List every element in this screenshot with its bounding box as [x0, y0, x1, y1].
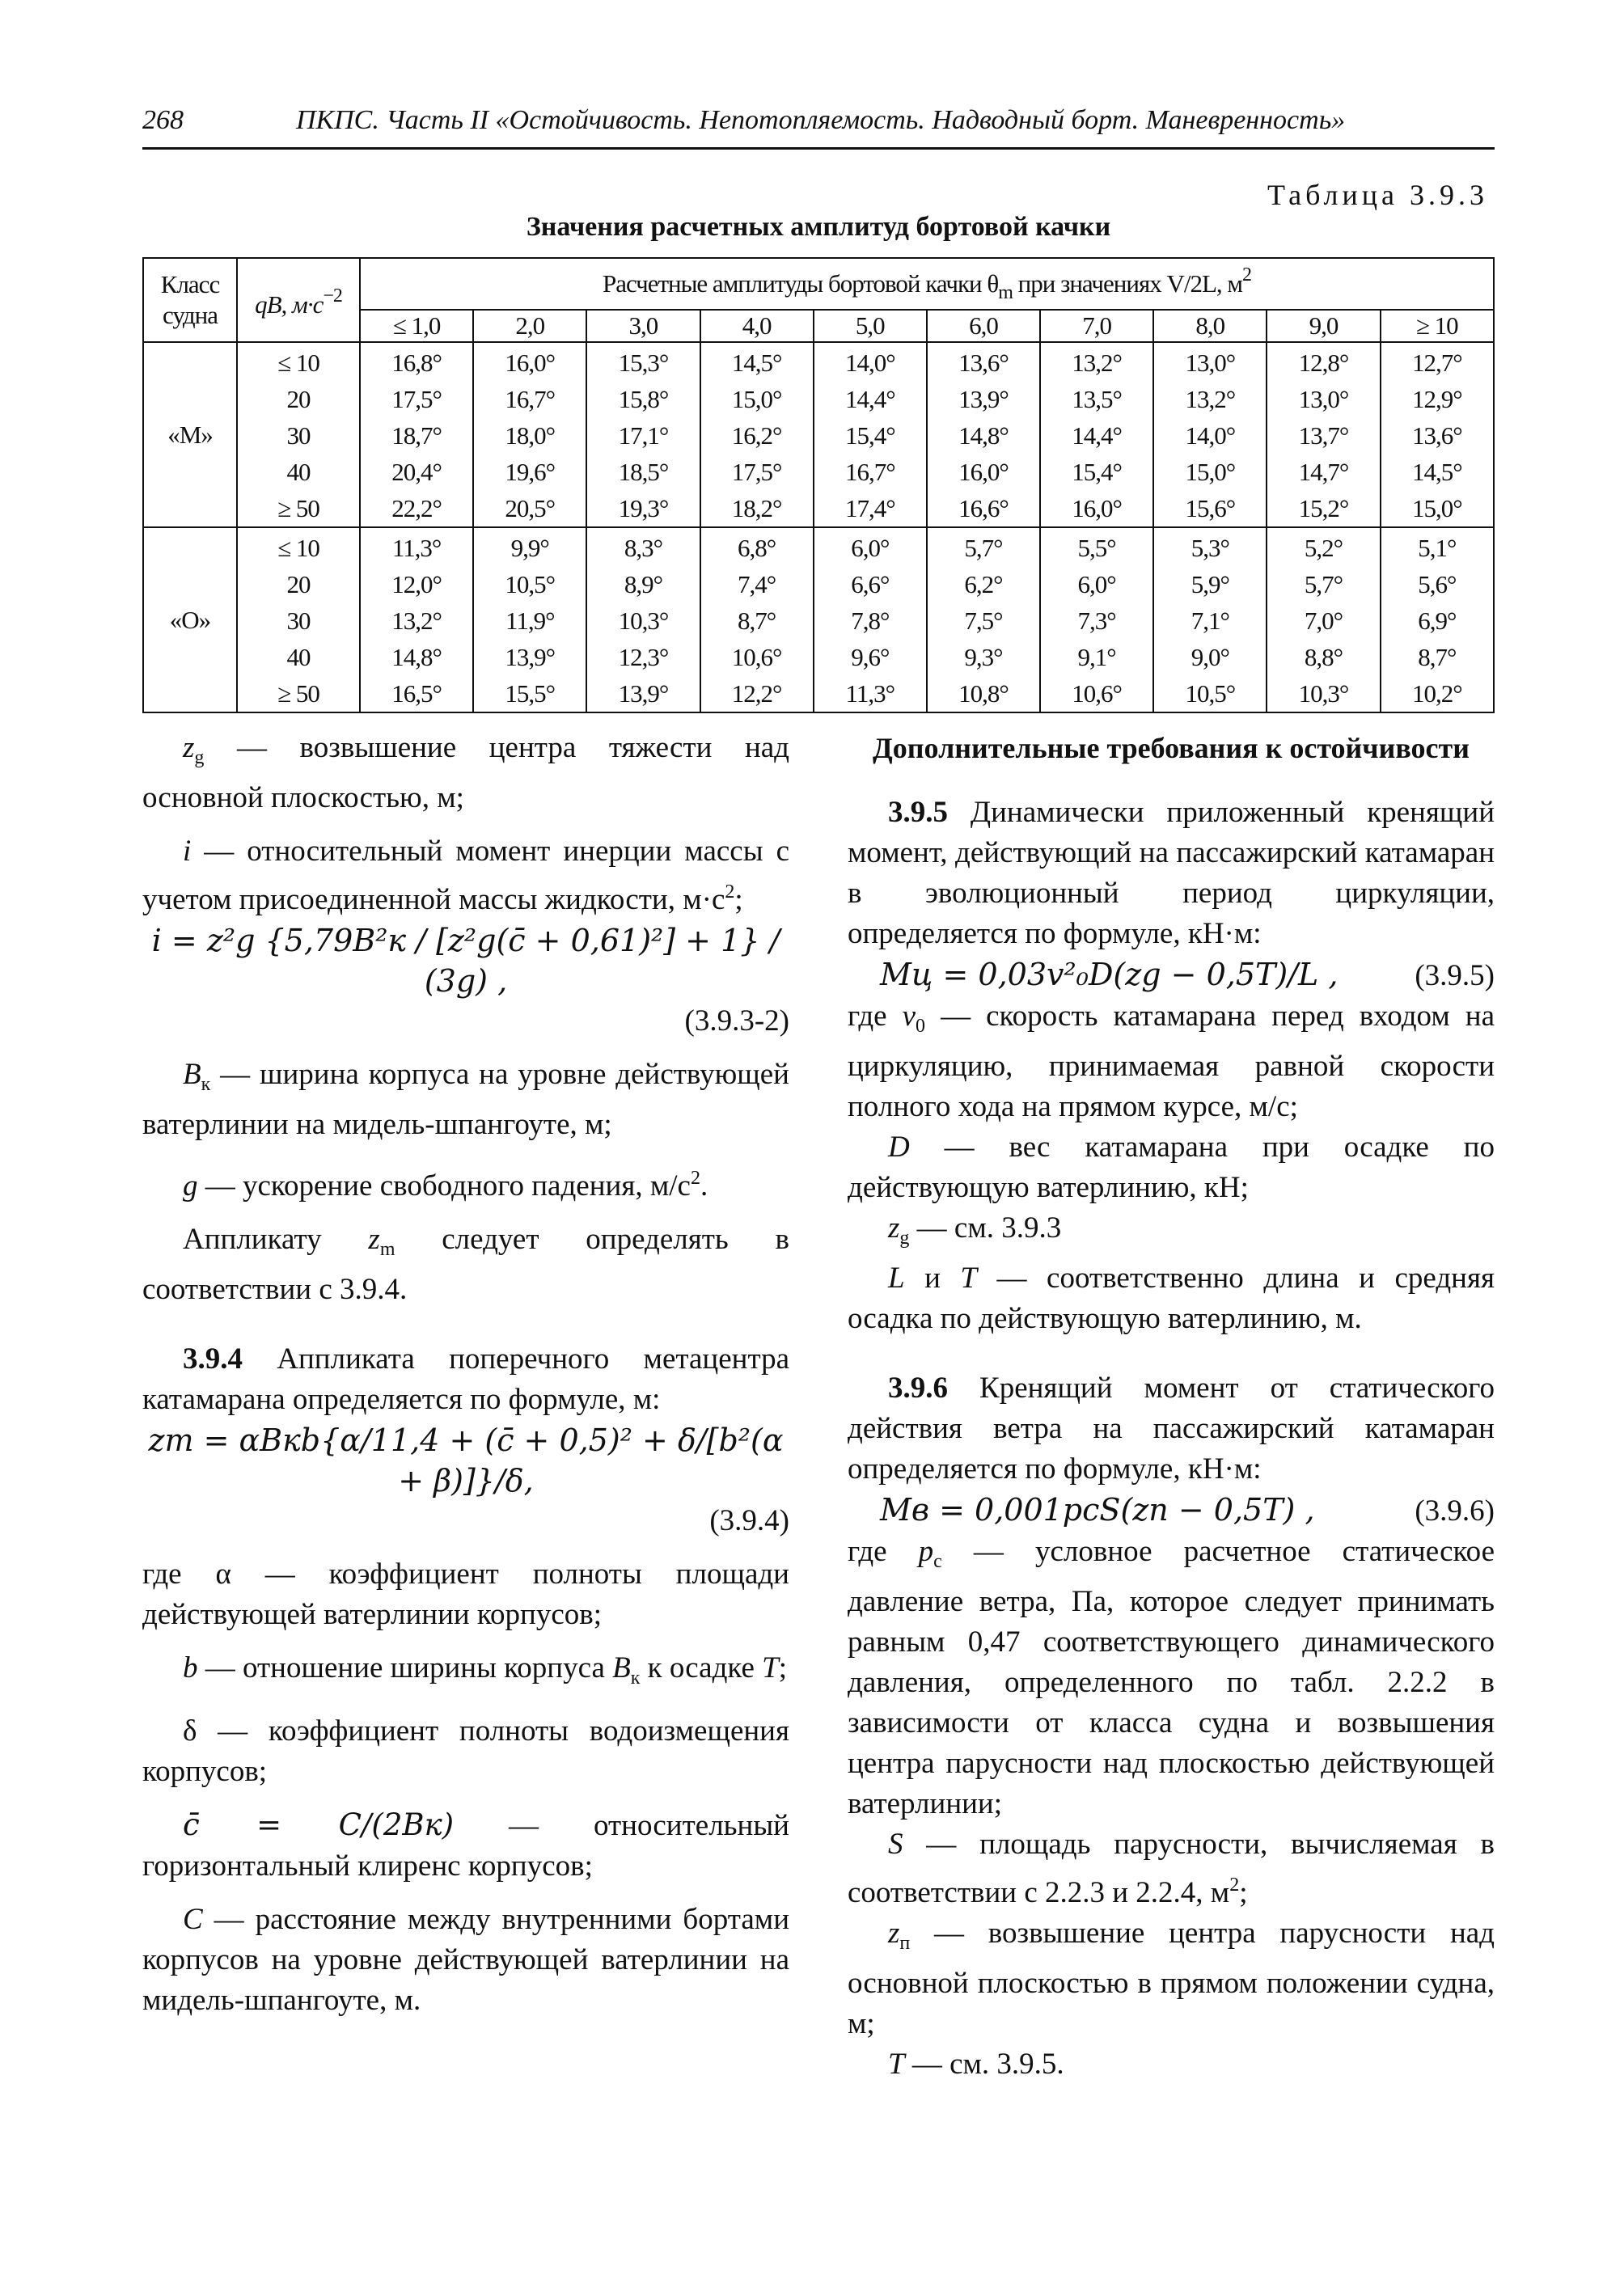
value: 9,9° [510, 534, 549, 562]
value: 11,9° [505, 607, 555, 635]
sym-sub: m [379, 1239, 395, 1260]
sym-sub: 0 [916, 1016, 926, 1037]
value: 19,3° [618, 494, 669, 522]
header-group-text: Расчетные амплитуды бортовой качки θ [602, 269, 999, 298]
formula-number: (3.9.3-2) [684, 1004, 789, 1038]
value-col [1381, 342, 1494, 527]
qb-value: ≤ 10 [277, 349, 319, 377]
col-header: 9,0 [1267, 310, 1380, 342]
qb-value: ≤ 10 [277, 534, 319, 562]
def-end: . [700, 1169, 708, 1203]
def-c [142, 1900, 789, 2021]
formula-row-3-9-6 [848, 1490, 1495, 1532]
value: 13,0° [1298, 385, 1349, 413]
value-col [473, 342, 586, 527]
value: 7,8° [851, 607, 890, 635]
formula-number: (3.9.6) [1415, 1494, 1495, 1528]
value: 10,5° [1185, 679, 1236, 708]
sym: L [888, 1262, 905, 1295]
page-number: 268 [142, 105, 184, 135]
qb-value: ≥ 50 [277, 494, 319, 522]
def-text: — условное расчетное статическое давление ветра, Па, которое следует принимать равным 0,47 соответствующего динамического давления, определенного по табл. 2.2.2 в зависимости от класса судна и возвышения центра парусности над плоскостью действующей ватерлинии; [848, 1535, 1495, 1820]
value: 16,2° [731, 421, 782, 450]
header-group-tail: при значениях V/2L, м [1012, 269, 1243, 298]
sym: z [368, 1223, 380, 1256]
formula-3-9-3-2: i = z²g {5,79B²к / [z²g(c̄ + 0,61)²] + 1} / (3g) , [151, 923, 780, 999]
value: 10,5° [505, 570, 556, 598]
header-qb-sup: −2 [323, 285, 342, 306]
def-text: и [904, 1262, 961, 1295]
def-text: — соответственно длина и средняя осадка по действующую ватерлинию, м. [848, 1262, 1495, 1335]
value: 18,0° [505, 421, 556, 450]
col-header: 2,0 [473, 310, 586, 342]
value: 17,5° [731, 458, 782, 486]
value: 7,4° [738, 570, 776, 598]
value: 13,7° [1298, 421, 1349, 450]
def-text: — отношение ширины корпуса [197, 1651, 613, 1684]
col-header: 3,0 [586, 310, 700, 342]
value: 10,8° [958, 679, 1009, 708]
class-cell: «О» [143, 527, 237, 712]
sym: z [183, 731, 195, 764]
def-v0 [848, 996, 1495, 1127]
value: 10,3° [1298, 679, 1349, 708]
qb-value: ≥ 50 [277, 679, 319, 708]
def-text: — см. 3.9.3 [909, 1211, 1062, 1245]
def-text: — расстояние между внутренними бортами корпусов на уровне действующей ватерлинии на мидель-шпангоуте, м. [142, 1903, 789, 2017]
header-group-sub: m [998, 282, 1013, 303]
value: 14,4° [844, 385, 895, 413]
value: 5,5° [1077, 534, 1116, 562]
value: 14,4° [1072, 421, 1122, 450]
amplitude-table [142, 257, 1495, 713]
value: 16,7° [505, 385, 556, 413]
value: 16,0° [505, 349, 556, 377]
value-col [1267, 527, 1380, 712]
value: 12,0° [391, 570, 442, 598]
value: 5,7° [1304, 570, 1343, 598]
formula-3-9-5: Mц = 0,03v²₀D(zg − 0,5T)/L , [880, 957, 1339, 992]
col-header: 4,0 [700, 310, 814, 342]
value: 15,8° [618, 385, 669, 413]
value: 14,8° [958, 421, 1009, 450]
value-col [814, 527, 927, 712]
value: 13,2° [1072, 349, 1122, 377]
value: 15,3° [618, 349, 669, 377]
value: 15,4° [1072, 458, 1122, 486]
value: 13,6° [1411, 421, 1462, 450]
def-cbar [142, 1805, 789, 1887]
value: 5,9° [1191, 570, 1229, 598]
value: 11,3° [845, 679, 895, 708]
value: 5,3° [1191, 534, 1229, 562]
value: 5,1° [1418, 534, 1457, 562]
def-d [848, 1127, 1495, 1208]
value: 7,0° [1304, 607, 1343, 635]
def-lt [848, 1258, 1495, 1339]
header-group [360, 258, 1494, 310]
value: 13,9° [618, 679, 669, 708]
def-pc [848, 1532, 1495, 1824]
sym: g [183, 1169, 198, 1203]
sym-sub: g [899, 1228, 910, 1249]
def-text: — возвышение центра парусности над основной плоскостью в прямом положении судна, м; [848, 1917, 1495, 2040]
value-col [927, 527, 1040, 712]
value-col [700, 342, 814, 527]
value: 15,0° [731, 385, 782, 413]
def-text: где [848, 1000, 903, 1033]
def-t [848, 2044, 1495, 2085]
qb-cell [237, 342, 360, 527]
value-col [586, 527, 700, 712]
value: 15,0° [1411, 494, 1462, 522]
value: 16,0° [1072, 494, 1122, 522]
sym: B [183, 1058, 201, 1091]
value: 14,8° [391, 643, 442, 671]
def-text: — относительный момент инерции массы с учетом присоединенной массы жидкости, м·с [142, 835, 789, 916]
value: 13,2° [391, 607, 442, 635]
section-text: Кренящий момент от статического действия ветра на пассажирский катамаран определяется по формуле, кН·м: [848, 1372, 1495, 1486]
value: 5,2° [1304, 534, 1343, 562]
sym-sup: 2 [690, 1168, 700, 1189]
sym: S [888, 1828, 903, 1861]
def-zp [848, 1913, 1495, 2044]
value: 16,0° [958, 458, 1009, 486]
value: 14,0° [844, 349, 895, 377]
value: 18,5° [618, 458, 669, 486]
sym-sup: 2 [1229, 1875, 1240, 1896]
def-zg [142, 728, 789, 818]
value-col [700, 527, 814, 712]
col-header: 7,0 [1040, 310, 1153, 342]
table-label: Таблица 3.9.3 [1267, 179, 1488, 211]
value: 16,8° [391, 349, 442, 377]
value: 14,0° [1185, 421, 1236, 450]
value: 8,8° [1304, 643, 1343, 671]
qb-value: 30 [286, 607, 311, 635]
value: 16,5° [391, 679, 442, 708]
value: 6,2° [964, 570, 1003, 598]
sym: v [902, 1000, 916, 1033]
value-col [1381, 527, 1494, 712]
value: 9,3° [964, 643, 1003, 671]
value: 15,6° [1185, 494, 1236, 522]
value: 18,7° [391, 421, 442, 450]
def-text: — ширина корпуса на уровне действующей ватерлинии на мидель-шпангоуте, м; [142, 1058, 789, 1141]
def-i [142, 831, 789, 920]
sym: T [888, 2048, 905, 2081]
value: 5,6° [1418, 570, 1457, 598]
col-header: 8,0 [1153, 310, 1267, 342]
def-alpha: где α — коэффициент полноты площади действующей ватерлинии корпусов; [142, 1558, 789, 1631]
col-header: 6,0 [927, 310, 1040, 342]
table-header-row [143, 258, 1494, 310]
value: 12,9° [1411, 385, 1462, 413]
def-bk [142, 1055, 789, 1145]
header-qb-text: qB, м·с [255, 290, 324, 319]
sym-sub: п [899, 1933, 911, 1954]
def-text: — ускорение свободного падения, м/с [197, 1169, 691, 1203]
value: 16,7° [844, 458, 895, 486]
value: 22,2° [391, 494, 442, 522]
value: 10,6° [731, 643, 782, 671]
value: 10,6° [1072, 679, 1122, 708]
value: 20,5° [505, 494, 556, 522]
section-number: 3.9.5 [888, 796, 948, 829]
value-col [1040, 342, 1153, 527]
sym: D [888, 1131, 910, 1164]
sym-sup: 2 [725, 881, 735, 902]
value: 11,3° [391, 534, 442, 562]
value: 19,6° [505, 458, 556, 486]
value: 18,2° [731, 494, 782, 522]
sym: z [888, 1211, 900, 1245]
def-end: ; [734, 883, 743, 916]
value: 15,2° [1298, 494, 1349, 522]
sym: C [183, 1903, 203, 1936]
def-delta: δ — коэффициент полноты водоизмещения корпусов; [142, 1714, 789, 1788]
value: 6,0° [851, 534, 890, 562]
sym-sub: g [194, 747, 205, 768]
section-number: 3.9.4 [183, 1342, 243, 1376]
value: 14,7° [1298, 458, 1349, 486]
value-col [586, 342, 700, 527]
sym: p [918, 1535, 934, 1568]
value: 5,7° [964, 534, 1003, 562]
value-col [814, 342, 927, 527]
def-text: — относительный горизонтальный клиренс корпусов; [142, 1809, 789, 1883]
formula-row-3-9-5 [848, 954, 1495, 996]
value: 8,3° [624, 534, 662, 562]
formula-3-9-4: zm = αBкb{α/11,4 + (c̄ + 0,5)² + δ/[b²(α + β)]}/δ, [148, 1422, 784, 1498]
qb-value: 20 [286, 385, 311, 413]
sym: i [183, 835, 192, 868]
value: 7,3° [1077, 607, 1116, 635]
section-text: Аппликата поперечного метацентра катамарана определяется по формуле, м: [142, 1342, 789, 1416]
sym: T [762, 1651, 779, 1684]
qb-value: 40 [286, 458, 311, 486]
sym: b [183, 1651, 198, 1684]
value-col [927, 342, 1040, 527]
cbar-formula: c̄ = C/(2Bк) [183, 1807, 455, 1842]
def-end: ; [1239, 1876, 1248, 1909]
running-header [142, 105, 1495, 150]
value: 9,6° [851, 643, 890, 671]
col-header: 5,0 [814, 310, 927, 342]
value: 20,4° [391, 458, 442, 486]
header-class [143, 258, 237, 342]
section-number: 3.9.6 [888, 1372, 948, 1405]
value: 7,5° [964, 607, 1003, 635]
value: 12,2° [731, 679, 782, 708]
note-text: следует определять в соответствии с 3.9.4. [142, 1223, 790, 1306]
value: 15,4° [844, 421, 895, 450]
value: 15,5° [505, 679, 556, 708]
value: 14,5° [1411, 458, 1462, 486]
value: 13,9° [958, 385, 1009, 413]
value-col [1267, 342, 1380, 527]
sym: B [612, 1651, 631, 1684]
value: 8,7° [1418, 643, 1457, 671]
value: 9,0° [1191, 643, 1229, 671]
sym: T [960, 1262, 977, 1295]
value: 13,0° [1185, 349, 1236, 377]
value-col [1040, 527, 1153, 712]
value: 7,1° [1191, 607, 1229, 635]
value: 13,9° [505, 643, 556, 671]
table-title: Значения расчетных амплитуд бортовой качки [526, 212, 1111, 242]
formula-number: (3.9.5) [1415, 959, 1495, 992]
table-group-o [143, 527, 1494, 712]
value-col [360, 342, 473, 527]
value: 16,6° [958, 494, 1009, 522]
table-group-m [143, 342, 1494, 527]
value: 13,5° [1072, 385, 1122, 413]
header-class-text: Класс судна [160, 270, 220, 329]
value: 13,2° [1185, 385, 1236, 413]
sym-sub: к [630, 1668, 641, 1689]
value: 15,0° [1185, 458, 1236, 486]
value: 13,6° [958, 349, 1009, 377]
value: 8,7° [738, 607, 776, 635]
value-col [473, 527, 586, 712]
def-g [142, 1158, 789, 1207]
qb-value: 30 [286, 421, 311, 450]
qb-value: 20 [286, 570, 311, 598]
def-text: — см. 3.9.5. [904, 2048, 1064, 2081]
formula-3-9-6: Mв = 0,001pcS(zп − 0,5T) , [880, 1492, 1315, 1528]
value-col [360, 527, 473, 712]
section-3-9-4 [142, 1339, 789, 1420]
note-text: Аппликату [183, 1223, 369, 1256]
sym-sub: c [933, 1551, 942, 1572]
def-text: где [848, 1535, 919, 1568]
def-b [142, 1648, 789, 1698]
value: 6,0° [1077, 570, 1116, 598]
value: 8,9° [624, 570, 662, 598]
def-end: ; [778, 1651, 788, 1684]
col-header: ≥ 10 [1381, 310, 1494, 342]
def-text: — вес катамарана при осадке по действующую ватерлинию, кН; [848, 1131, 1495, 1204]
def-zg-ref [848, 1208, 1495, 1258]
section-text: Динамически приложенный кренящий момент, действующий на пассажирский катамаран в эволюционный период циркуляции, определяется по формуле, кН·м: [848, 796, 1495, 950]
section-3-9-5 [848, 793, 1495, 954]
def-text: — площадь парусности, вычисляемая в соответствии с 2.2.3 и 2.2.4, м [848, 1828, 1495, 1909]
qb-value: 40 [286, 643, 311, 671]
value: 14,5° [731, 349, 782, 377]
formula-number: (3.9.4) [709, 1504, 789, 1537]
value: 17,4° [844, 494, 895, 522]
right-column [848, 728, 1495, 2085]
value: 10,2° [1411, 679, 1462, 708]
class-cell: «М» [143, 342, 237, 527]
header-group-sup: 2 [1242, 264, 1252, 285]
running-title: ПКПС. Часть II «Остойчивость. Непотопляемость. Надводный борт. Маневренность» [296, 105, 1346, 135]
value-col [1153, 342, 1267, 527]
sym-sub: к [201, 1074, 211, 1095]
section-title: Дополнительные требования к остойчивости [873, 732, 1470, 764]
value: 6,8° [738, 534, 776, 562]
value: 10,3° [618, 607, 669, 635]
qb-cell [237, 527, 360, 712]
header-qb [237, 258, 360, 342]
value: 17,1° [618, 421, 669, 450]
left-column [142, 728, 789, 2021]
value: 12,3° [618, 643, 669, 671]
value: 9,1° [1077, 643, 1116, 671]
value: 17,5° [391, 385, 442, 413]
col-header: ≤ 1,0 [360, 310, 473, 342]
def-text: — возвышение центра тяжести над основной плоскостью, м; [142, 731, 789, 814]
def-text: к осадке [640, 1651, 763, 1684]
value: 6,6° [851, 570, 890, 598]
def-text: — скорость катамарана перед входом на циркуляцию, принимаемая равной скорости полного хода на прямом курсе, м/с; [848, 1000, 1495, 1123]
sym: z [888, 1917, 900, 1950]
value: 12,7° [1411, 349, 1462, 377]
def-s [848, 1824, 1495, 1913]
zm-note [142, 1219, 789, 1310]
value: 12,8° [1298, 349, 1349, 377]
section-3-9-6 [848, 1368, 1495, 1490]
value-col [1153, 527, 1267, 712]
value: 6,9° [1418, 607, 1457, 635]
